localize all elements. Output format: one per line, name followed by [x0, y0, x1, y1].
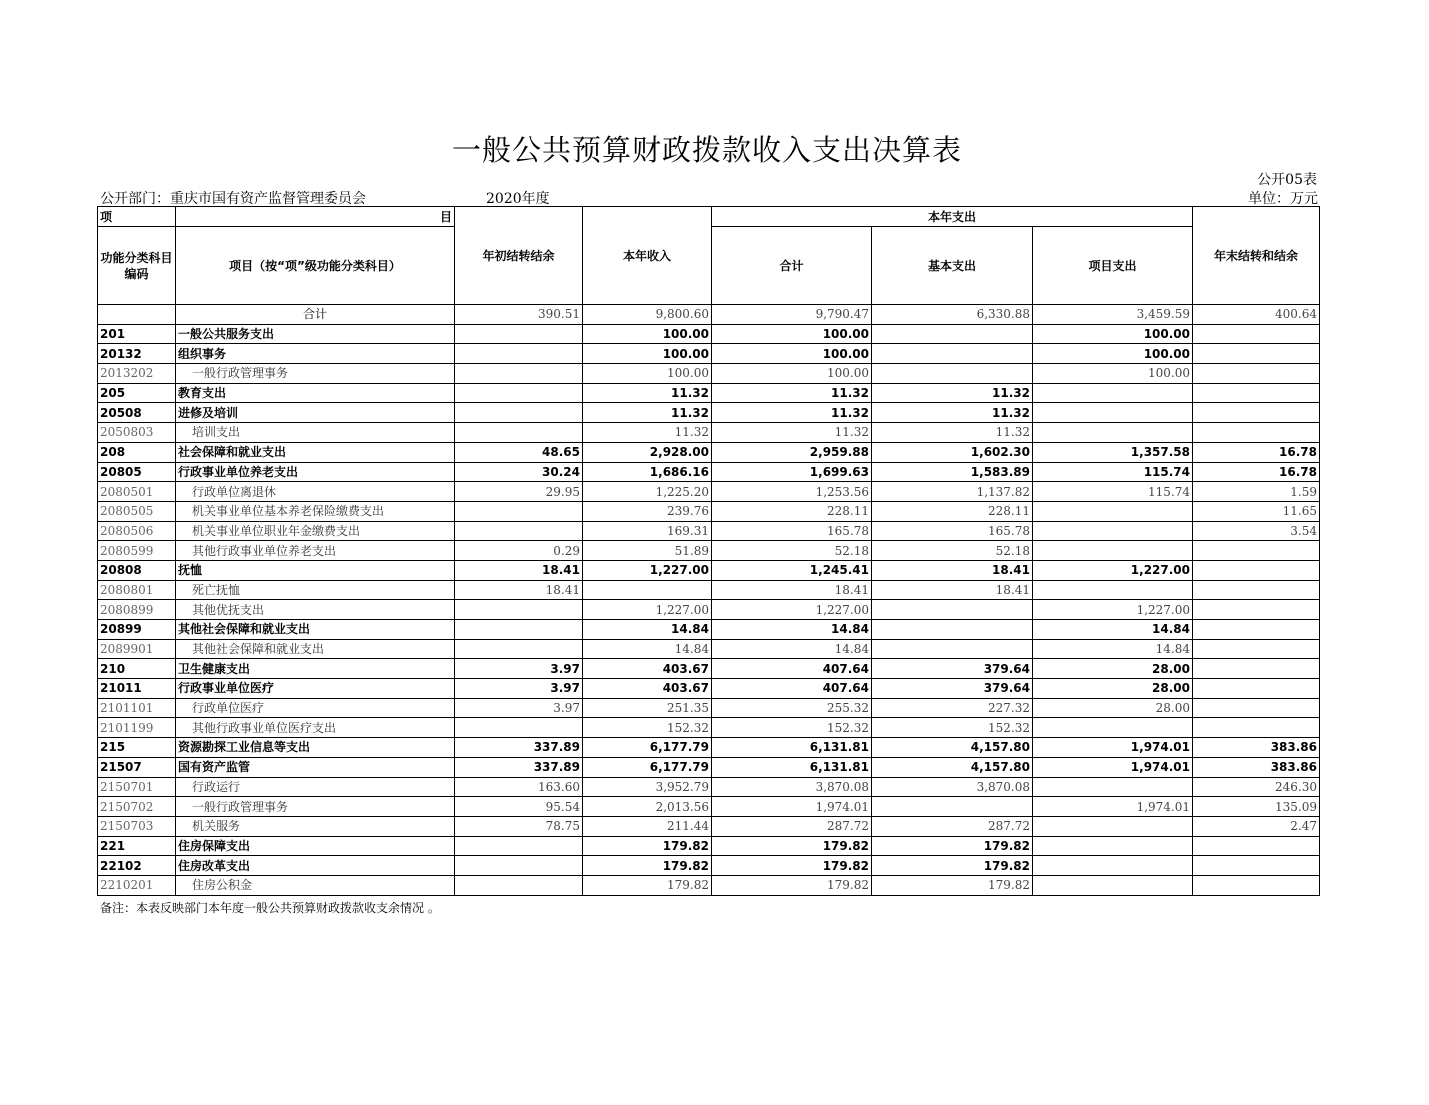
- table-row: [98, 797, 1320, 817]
- project-expense-cell: [1033, 816, 1193, 836]
- expense-total-cell: 11.32: [712, 403, 872, 423]
- code-cell: 20508: [98, 403, 176, 423]
- project-expense-cell: 14.84: [1033, 620, 1193, 640]
- name-cell: 抚恤: [176, 560, 455, 580]
- project-expense-cell: [1033, 875, 1193, 895]
- begin-balance-cell: [455, 600, 583, 620]
- expense-total-cell: 165.78: [712, 521, 872, 541]
- project-expense-cell: 100.00: [1033, 364, 1193, 384]
- expense-total-cell: 14.84: [712, 620, 872, 640]
- name-cell: 住房改革支出: [176, 856, 455, 876]
- name-cell: 其他社会保障和就业支出: [176, 639, 455, 659]
- table-row: [98, 777, 1320, 797]
- name-cell: 行政事业单位医疗: [176, 679, 455, 699]
- income-cell: 2,013.56: [583, 797, 712, 817]
- code-cell: 2150702: [98, 797, 176, 817]
- expense-total-cell: 100.00: [712, 364, 872, 384]
- expense-total-cell: 14.84: [712, 639, 872, 659]
- end-balance-cell: [1193, 698, 1320, 718]
- header-mu: 目: [176, 207, 455, 227]
- expense-total-cell: 2,959.88: [712, 442, 872, 462]
- income-cell: 6,177.79: [583, 738, 712, 758]
- basic-expense-cell: [872, 344, 1033, 364]
- table-row: [98, 836, 1320, 856]
- table-row: [98, 639, 1320, 659]
- income-cell: 239.76: [583, 501, 712, 521]
- name-cell: 机关事业单位基本养老保险缴费支出: [176, 501, 455, 521]
- basic-expense-cell: 179.82: [872, 856, 1033, 876]
- project-expense-cell: 14.84: [1033, 639, 1193, 659]
- project-expense-cell: 1,357.58: [1033, 442, 1193, 462]
- table-row: [98, 305, 1320, 325]
- project-expense-cell: [1033, 383, 1193, 403]
- begin-balance-cell: [455, 344, 583, 364]
- header-code: 功能分类科目编码: [98, 227, 176, 305]
- header-end-balance: 年末结转和结余: [1193, 207, 1320, 305]
- name-cell: 国有资产监管: [176, 757, 455, 777]
- header-xiang: 项: [98, 207, 176, 227]
- begin-balance-cell: [455, 620, 583, 640]
- expense-total-cell: 6,131.81: [712, 738, 872, 758]
- expense-total-cell: 407.64: [712, 659, 872, 679]
- project-expense-cell: 1,974.01: [1033, 797, 1193, 817]
- begin-balance-cell: 30.24: [455, 462, 583, 482]
- table-row: [98, 620, 1320, 640]
- name-cell: 一般公共服务支出: [176, 324, 455, 344]
- end-balance-cell: [1193, 383, 1320, 403]
- basic-expense-cell: 1,583.89: [872, 462, 1033, 482]
- code-cell: 2101199: [98, 718, 176, 738]
- project-expense-cell: 1,227.00: [1033, 600, 1193, 620]
- income-cell: 403.67: [583, 659, 712, 679]
- expense-total-cell: 11.32: [712, 383, 872, 403]
- basic-expense-cell: [872, 324, 1033, 344]
- table-row: [98, 324, 1320, 344]
- begin-balance-cell: 18.41: [455, 580, 583, 600]
- name-cell: 合计: [176, 305, 455, 325]
- begin-balance-cell: 337.89: [455, 757, 583, 777]
- basic-expense-cell: 11.32: [872, 383, 1033, 403]
- project-expense-cell: [1033, 580, 1193, 600]
- basic-expense-cell: 152.32: [872, 718, 1033, 738]
- end-balance-cell: [1193, 639, 1320, 659]
- name-cell: 一般行政管理事务: [176, 364, 455, 384]
- income-cell: 100.00: [583, 324, 712, 344]
- code-cell: 205: [98, 383, 176, 403]
- end-balance-cell: [1193, 560, 1320, 580]
- end-balance-cell: 11.65: [1193, 501, 1320, 521]
- expense-total-cell: 1,253.56: [712, 482, 872, 502]
- end-balance-cell: [1193, 344, 1320, 364]
- code-cell: 2080801: [98, 580, 176, 600]
- project-expense-cell: [1033, 423, 1193, 443]
- end-balance-cell: 246.30: [1193, 777, 1320, 797]
- end-balance-cell: 16.78: [1193, 442, 1320, 462]
- name-cell: 行政单位离退休: [176, 482, 455, 502]
- basic-expense-cell: [872, 600, 1033, 620]
- code-cell: 2150701: [98, 777, 176, 797]
- header-begin-balance: 年初结转结余: [455, 207, 583, 305]
- project-expense-cell: [1033, 856, 1193, 876]
- table-body: [98, 305, 1320, 896]
- form-number: 公开05表: [1257, 172, 1317, 188]
- end-balance-cell: [1193, 836, 1320, 856]
- project-expense-cell: 100.00: [1033, 344, 1193, 364]
- basic-expense-cell: 1,602.30: [872, 442, 1033, 462]
- begin-balance-cell: 390.51: [455, 305, 583, 325]
- code-cell: 2210201: [98, 875, 176, 895]
- code-cell: 2050803: [98, 423, 176, 443]
- name-cell: 行政运行: [176, 777, 455, 797]
- name-cell: 死亡抚恤: [176, 580, 455, 600]
- table-row: [98, 521, 1320, 541]
- unit-label: 单位：万元: [1248, 191, 1318, 207]
- name-cell: 住房公积金: [176, 875, 455, 895]
- code-cell: 2080506: [98, 521, 176, 541]
- income-cell: 3,952.79: [583, 777, 712, 797]
- table-row: [98, 344, 1320, 364]
- code-cell: 2013202: [98, 364, 176, 384]
- expense-total-cell: 18.41: [712, 580, 872, 600]
- begin-balance-cell: [455, 324, 583, 344]
- project-expense-cell: 28.00: [1033, 679, 1193, 699]
- begin-balance-cell: 3.97: [455, 698, 583, 718]
- table-row: [98, 679, 1320, 699]
- end-balance-cell: [1193, 620, 1320, 640]
- code-cell: 2080899: [98, 600, 176, 620]
- budget-table: [97, 206, 1320, 896]
- name-cell: 培训支出: [176, 423, 455, 443]
- income-cell: 1,227.00: [583, 600, 712, 620]
- name-cell: 一般行政管理事务: [176, 797, 455, 817]
- begin-balance-cell: 29.95: [455, 482, 583, 502]
- name-cell: 其他优抚支出: [176, 600, 455, 620]
- code-cell: 2150703: [98, 816, 176, 836]
- basic-expense-cell: 11.32: [872, 403, 1033, 423]
- basic-expense-cell: [872, 797, 1033, 817]
- end-balance-cell: 1.59: [1193, 482, 1320, 502]
- income-cell: 179.82: [583, 875, 712, 895]
- end-balance-cell: 400.64: [1193, 305, 1320, 325]
- table-row: [98, 383, 1320, 403]
- code-cell: 20808: [98, 560, 176, 580]
- income-cell: 1,225.20: [583, 482, 712, 502]
- department-label: 公开部门：重庆市国有资产监督管理委员会: [100, 191, 366, 207]
- end-balance-cell: [1193, 324, 1320, 344]
- begin-balance-cell: [455, 403, 583, 423]
- code-cell: 20132: [98, 344, 176, 364]
- end-balance-cell: 135.09: [1193, 797, 1320, 817]
- expense-total-cell: 1,974.01: [712, 797, 872, 817]
- project-expense-cell: 1,227.00: [1033, 560, 1193, 580]
- table-row: [98, 718, 1320, 738]
- income-cell: 251.35: [583, 698, 712, 718]
- end-balance-cell: [1193, 541, 1320, 561]
- basic-expense-cell: 3,870.08: [872, 777, 1033, 797]
- name-cell: 卫生健康支出: [176, 659, 455, 679]
- project-expense-cell: [1033, 501, 1193, 521]
- income-cell: 211.44: [583, 816, 712, 836]
- project-expense-cell: [1033, 521, 1193, 541]
- project-expense-cell: [1033, 836, 1193, 856]
- meta-row: [100, 188, 1318, 206]
- income-cell: 169.31: [583, 521, 712, 541]
- code-cell: 201: [98, 324, 176, 344]
- table-row: [98, 856, 1320, 876]
- table-row: [98, 816, 1320, 836]
- begin-balance-cell: 78.75: [455, 816, 583, 836]
- begin-balance-cell: [455, 501, 583, 521]
- table-row: [98, 875, 1320, 895]
- code-cell: 2101101: [98, 698, 176, 718]
- name-cell: 其他社会保障和就业支出: [176, 620, 455, 640]
- table-row: [98, 600, 1320, 620]
- code-cell: 221: [98, 836, 176, 856]
- basic-expense-cell: 379.64: [872, 679, 1033, 699]
- table-row: [98, 757, 1320, 777]
- project-expense-cell: 1,974.01: [1033, 738, 1193, 758]
- name-cell: 教育支出: [176, 383, 455, 403]
- code-cell: 215: [98, 738, 176, 758]
- income-cell: 403.67: [583, 679, 712, 699]
- name-cell: 资源勘探工业信息等支出: [176, 738, 455, 758]
- code-cell: 2080501: [98, 482, 176, 502]
- footnote: 备注：本表反映部门本年度一般公共预算财政拨款收支余情况 。: [100, 901, 440, 915]
- begin-balance-cell: 0.29: [455, 541, 583, 561]
- begin-balance-cell: 48.65: [455, 442, 583, 462]
- begin-balance-cell: 3.97: [455, 659, 583, 679]
- fiscal-year: 2020年度: [486, 191, 550, 207]
- project-expense-cell: 28.00: [1033, 659, 1193, 679]
- code-cell: 2080599: [98, 541, 176, 561]
- end-balance-cell: 383.86: [1193, 757, 1320, 777]
- code-cell: 2089901: [98, 639, 176, 659]
- begin-balance-cell: [455, 521, 583, 541]
- basic-expense-cell: [872, 620, 1033, 640]
- table-row: [98, 501, 1320, 521]
- table-row: [98, 541, 1320, 561]
- basic-expense-cell: 6,330.88: [872, 305, 1033, 325]
- begin-balance-cell: 163.60: [455, 777, 583, 797]
- income-cell: 1,686.16: [583, 462, 712, 482]
- project-expense-cell: [1033, 718, 1193, 738]
- project-expense-cell: [1033, 403, 1193, 423]
- end-balance-cell: [1193, 580, 1320, 600]
- begin-balance-cell: [455, 836, 583, 856]
- name-cell: 社会保障和就业支出: [176, 442, 455, 462]
- project-expense-cell: [1033, 541, 1193, 561]
- income-cell: [583, 580, 712, 600]
- basic-expense-cell: 165.78: [872, 521, 1033, 541]
- end-balance-cell: [1193, 364, 1320, 384]
- table-row: [98, 482, 1320, 502]
- table-row: [98, 462, 1320, 482]
- code-cell: 208: [98, 442, 176, 462]
- header-name: 项目（按“项”级功能分类科目）: [176, 227, 455, 305]
- income-cell: 11.32: [583, 423, 712, 443]
- code-cell: 21011: [98, 679, 176, 699]
- name-cell: 其他行政事业单位养老支出: [176, 541, 455, 561]
- expense-total-cell: 1,245.41: [712, 560, 872, 580]
- expense-total-cell: 100.00: [712, 344, 872, 364]
- expense-total-cell: 152.32: [712, 718, 872, 738]
- header-project: 项目支出: [1033, 227, 1193, 305]
- begin-balance-cell: [455, 875, 583, 895]
- income-cell: 179.82: [583, 856, 712, 876]
- expense-total-cell: 407.64: [712, 679, 872, 699]
- expense-total-cell: 179.82: [712, 856, 872, 876]
- basic-expense-cell: 179.82: [872, 836, 1033, 856]
- end-balance-cell: [1193, 856, 1320, 876]
- income-cell: 9,800.60: [583, 305, 712, 325]
- code-cell: 20899: [98, 620, 176, 640]
- income-cell: 14.84: [583, 639, 712, 659]
- begin-balance-cell: [455, 383, 583, 403]
- begin-balance-cell: 337.89: [455, 738, 583, 758]
- income-cell: 179.82: [583, 836, 712, 856]
- basic-expense-cell: 287.72: [872, 816, 1033, 836]
- page-title: 一般公共预算财政拨款收入支出决算表: [451, 133, 962, 167]
- begin-balance-cell: [455, 639, 583, 659]
- table-header: [98, 207, 1320, 305]
- income-cell: 51.89: [583, 541, 712, 561]
- expense-total-cell: 228.11: [712, 501, 872, 521]
- code-cell: [98, 305, 176, 325]
- end-balance-cell: [1193, 718, 1320, 738]
- begin-balance-cell: [455, 423, 583, 443]
- begin-balance-cell: 18.41: [455, 560, 583, 580]
- basic-expense-cell: 18.41: [872, 580, 1033, 600]
- table-row: [98, 423, 1320, 443]
- income-cell: 11.32: [583, 383, 712, 403]
- basic-expense-cell: 4,157.80: [872, 738, 1033, 758]
- project-expense-cell: 28.00: [1033, 698, 1193, 718]
- income-cell: 6,177.79: [583, 757, 712, 777]
- expense-total-cell: 11.32: [712, 423, 872, 443]
- expense-total-cell: 287.72: [712, 816, 872, 836]
- code-cell: 210: [98, 659, 176, 679]
- header-expense-total: 合计: [712, 227, 872, 305]
- expense-total-cell: 1,699.63: [712, 462, 872, 482]
- table-row: [98, 580, 1320, 600]
- name-cell: 其他行政事业单位医疗支出: [176, 718, 455, 738]
- end-balance-cell: 16.78: [1193, 462, 1320, 482]
- code-cell: 21507: [98, 757, 176, 777]
- expense-total-cell: 179.82: [712, 875, 872, 895]
- end-balance-cell: [1193, 600, 1320, 620]
- name-cell: 机关事业单位职业年金缴费支出: [176, 521, 455, 541]
- expense-total-cell: 52.18: [712, 541, 872, 561]
- table-row: [98, 364, 1320, 384]
- project-expense-cell: 115.74: [1033, 462, 1193, 482]
- end-balance-cell: 2.47: [1193, 816, 1320, 836]
- expense-total-cell: 179.82: [712, 836, 872, 856]
- end-balance-cell: [1193, 875, 1320, 895]
- expense-total-cell: 1,227.00: [712, 600, 872, 620]
- basic-expense-cell: [872, 639, 1033, 659]
- income-cell: 100.00: [583, 364, 712, 384]
- code-cell: 2080505: [98, 501, 176, 521]
- begin-balance-cell: [455, 718, 583, 738]
- project-expense-cell: 3,459.59: [1033, 305, 1193, 325]
- end-balance-cell: [1193, 403, 1320, 423]
- header-basic: 基本支出: [872, 227, 1033, 305]
- end-balance-cell: [1193, 659, 1320, 679]
- table-row: [98, 560, 1320, 580]
- income-cell: 152.32: [583, 718, 712, 738]
- begin-balance-cell: [455, 856, 583, 876]
- end-balance-cell: 3.54: [1193, 521, 1320, 541]
- table-row: [98, 738, 1320, 758]
- income-cell: 2,928.00: [583, 442, 712, 462]
- project-expense-cell: [1033, 777, 1193, 797]
- begin-balance-cell: 95.54: [455, 797, 583, 817]
- header-income: 本年收入: [583, 207, 712, 305]
- expense-total-cell: 9,790.47: [712, 305, 872, 325]
- expense-total-cell: 3,870.08: [712, 777, 872, 797]
- name-cell: 行政单位医疗: [176, 698, 455, 718]
- basic-expense-cell: 4,157.80: [872, 757, 1033, 777]
- name-cell: 进修及培训: [176, 403, 455, 423]
- end-balance-cell: [1193, 679, 1320, 699]
- income-cell: 11.32: [583, 403, 712, 423]
- begin-balance-cell: [455, 364, 583, 384]
- basic-expense-cell: 228.11: [872, 501, 1033, 521]
- expense-total-cell: 255.32: [712, 698, 872, 718]
- basic-expense-cell: 18.41: [872, 560, 1033, 580]
- basic-expense-cell: 52.18: [872, 541, 1033, 561]
- basic-expense-cell: 179.82: [872, 875, 1033, 895]
- code-cell: 20805: [98, 462, 176, 482]
- name-cell: 行政事业单位养老支出: [176, 462, 455, 482]
- expense-total-cell: 6,131.81: [712, 757, 872, 777]
- income-cell: 1,227.00: [583, 560, 712, 580]
- basic-expense-cell: 227.32: [872, 698, 1033, 718]
- basic-expense-cell: 379.64: [872, 659, 1033, 679]
- begin-balance-cell: 3.97: [455, 679, 583, 699]
- end-balance-cell: 383.86: [1193, 738, 1320, 758]
- project-expense-cell: 1,974.01: [1033, 757, 1193, 777]
- end-balance-cell: [1193, 423, 1320, 443]
- name-cell: 机关服务: [176, 816, 455, 836]
- name-cell: 组织事务: [176, 344, 455, 364]
- basic-expense-cell: [872, 364, 1033, 384]
- basic-expense-cell: 11.32: [872, 423, 1033, 443]
- income-cell: 100.00: [583, 344, 712, 364]
- basic-expense-cell: 1,137.82: [872, 482, 1033, 502]
- expense-total-cell: 100.00: [712, 324, 872, 344]
- header-expense: 本年支出: [712, 207, 1193, 227]
- project-expense-cell: 115.74: [1033, 482, 1193, 502]
- table-row: [98, 659, 1320, 679]
- name-cell: 住房保障支出: [176, 836, 455, 856]
- code-cell: 22102: [98, 856, 176, 876]
- table-row: [98, 442, 1320, 462]
- project-expense-cell: 100.00: [1033, 324, 1193, 344]
- income-cell: 14.84: [583, 620, 712, 640]
- table-row: [98, 698, 1320, 718]
- table-row: [98, 403, 1320, 423]
